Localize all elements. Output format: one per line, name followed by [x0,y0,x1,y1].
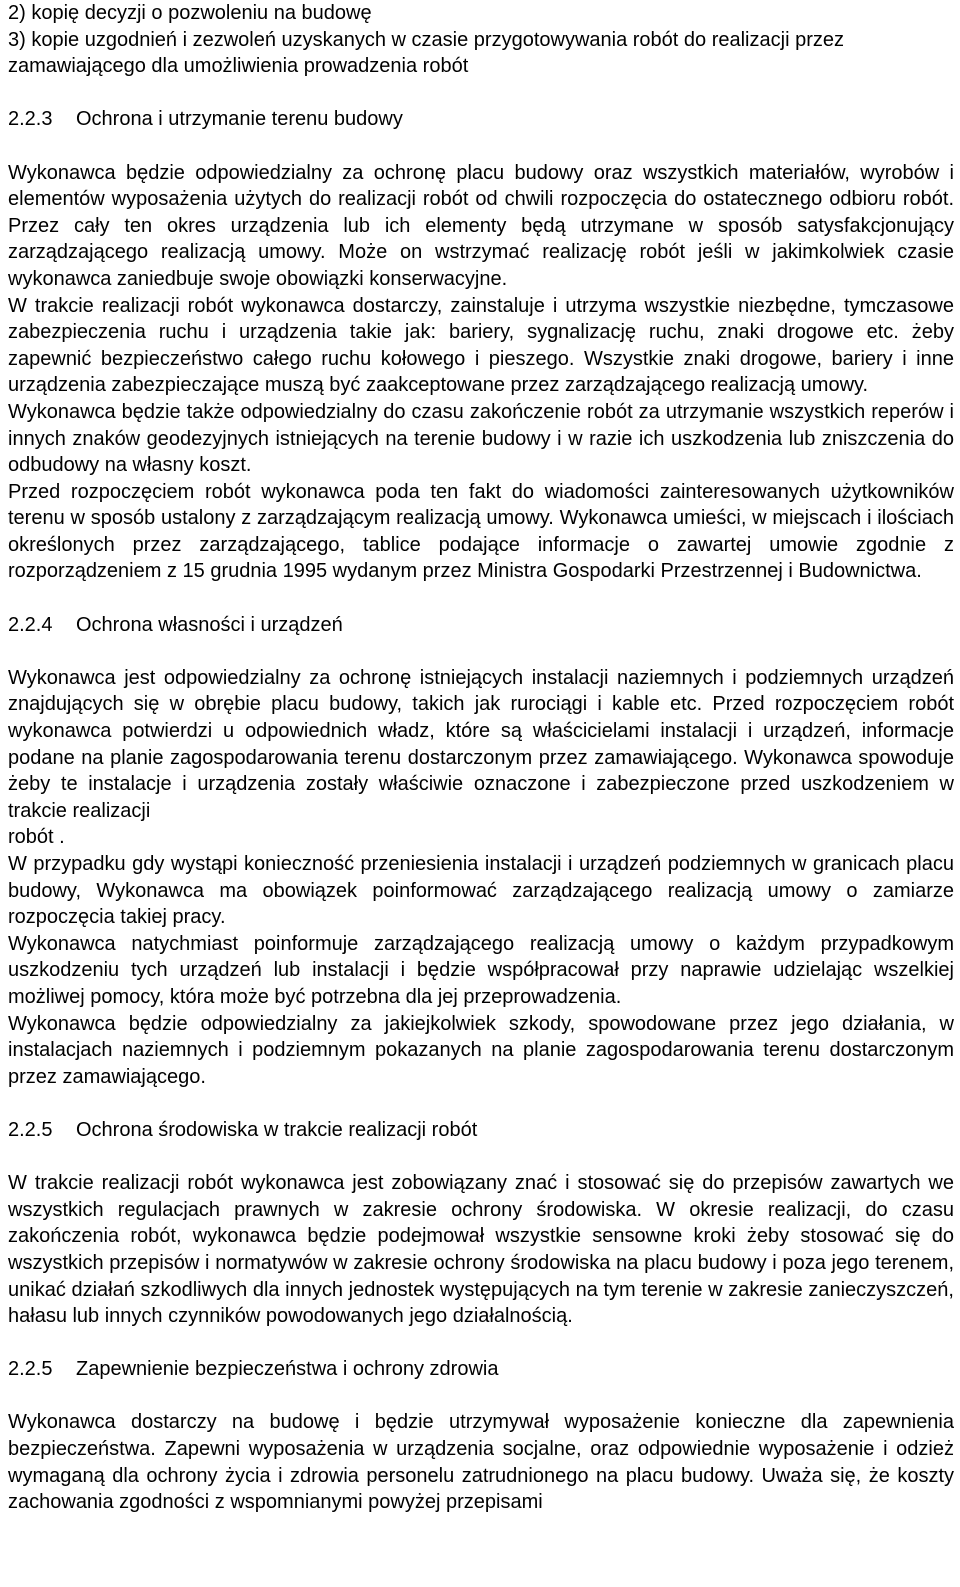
paragraph: W przypadku gdy wystąpi konieczność przeniesienia instalacji i urządzeń podziemnych w granicach placu budowy, Wykonawca ma obowiązek poinformować zarządzającego realizacją umowy o zamiarze rozpoczęcia takiej pracy. [8,853,954,929]
section-title: Ochrona środowiska w trakcie realizacji robót [76,1118,478,1141]
section-number: 2.2.5 [8,1118,53,1141]
section-title: Ochrona własności i urządzeń [76,613,343,636]
paragraph: Przed rozpoczęciem robót wykonawca poda ten fakt do wiadomości zainteresowanych użytkowników terenu w sposób ustalony z zarządzającym realizacją umowy. Wykonawca umieści, w miejscach i ilościach określonych przez zarządzającego, tablice podające informacje o zawartej umowie zgodnie z rozporządzeniem z 15 grudnia 1995 wydanym przez Ministra Gospodarki Przestrzennej i Budownictwa. [8,480,954,583]
section-number: 2.2.3 [8,108,53,131]
paragraph: Wykonawca natychmiast poinformuje zarządzającego realizacją umowy o każdym przypadkowym uszkodzeniu tych urządzeń lub instalacji i będzie współpracował przy naprawie udzielając wszelkiej możliwej pomocy, która może być potrzebna dla jej przeprowadzenia. [8,932,954,1008]
section-2-2-4 [8,612,954,1091]
section-heading [8,612,954,639]
paragraph: W trakcie realizacji robót wykonawca jest zobowiązany znać i stosować się do przepisów zawartych we wszystkich regulacjach prawnych w zakresie ochrony środowiska. W okresie realizacji, do czasu zakończenia robót, wykonawca będzie podejmował wszystkie sensowne kroki żeby stosować się do wszystkich przepisów i normatywów w zakresie ochrony środowiska na placu budowy i poza jego terenem, unikać działań szkodliwych dla innych jednostek występujących na tym terenie w zakresie zanieczyszczeń, hałasu lub innych czynników powodowanych jego działalnością. [8,1172,954,1328]
paragraph: Wykonawca będzie odpowiedzialny za jakiejkolwiek szkody, spowodowane przez jego działania, w instalacjach naziemnych i podziemnym pokazanych na planie zagospodarowania terenu dostarczonym przez zamawiającego. [8,1012,954,1088]
list-item: zamawiającego dla umożliwienia prowadzenia robót [8,55,469,78]
section-title: Ochrona i utrzymanie terenu budowy [76,108,403,131]
section-heading [8,106,954,133]
paragraph: robót . [8,826,65,849]
section-title: Zapewnienie bezpieczeństwa i ochrony zdrowia [76,1358,499,1381]
section-heading [8,1117,954,1144]
paragraph: Wykonawca będzie także odpowiedzialny do czasu zakończenie robót za utrzymanie wszystkich reperów i innych znaków geodezyjnych istniejących na terenie budowy i w razie ich uszkodzenia lub zniszczenia do odbudowy na własny koszt. [8,400,954,477]
paragraph: Wykonawca będzie odpowiedzialny za ochronę placu budowy oraz wszystkich materiałów, wyrobów i elementów wyposażenia użytych do realizacji robót od chwili rozpoczęcia do ostatecznego odbioru robót. Przez cały ten okres urządzenia lub ich elementy będą utrzymane w sposób satysfakcjonujący zarządzającego realizacją umowy. Może on wstrzymać realizację robót jeśli w jakimkolwiek czasie wykonawca zaniedbuje swoje obowiązki konserwacyjne. [8,161,954,290]
section-2-2-3 [8,106,954,585]
paragraph: Wykonawca jest odpowiedzialny za ochronę istniejących instalacji naziemnych i podziemnych urządzeń znajdujących się w obrębie placu budowy, takich jak rurociągi i kable etc. Przed rozpoczęciem robót wykonawca potwierdzi u odpowiednich władz, które są właścicielami instalacji i urządzeń, informacje podane na planie zagospodarowania terenu dostarczonym przez zamawiającego. Wykonawca spowoduje żeby te instalacje i urządzenia zostały właściwie oznaczone i zabezpieczone przed uszkodzeniem w trakcie realizacji [8,666,954,822]
section-number: 2.2.4 [8,613,53,636]
intro-list [8,0,954,80]
section-heading [8,1356,954,1383]
document-page [8,0,954,1516]
section-2-2-5-safety [8,1356,954,1516]
list-item: 2) kopię decyzji o pozwoleniu na budowę [8,2,372,24]
paragraph: W trakcie realizacji robót wykonawca dostarczy, zainstaluje i utrzyma wszystkie niezbędne, tymczasowe zabezpieczenia ruchu i urządzenia takie jak: bariery, sygnalizację ruchu, znaki drogowe etc. żeby zapewnić bezpieczeństwo całego ruchu kołowego i pieszego. Wszystkie znaki drogowe, bariery i inne urządzenia zabezpieczające muszą być zaakceptowane przez zarządzającego realizacją umowy. [8,294,954,397]
section-2-2-5-environment [8,1117,954,1330]
paragraph: Wykonawca dostarczy na budowę i będzie utrzymywał wyposażenie konieczne dla zapewnienia bezpieczeństwa. Zapewni wyposażenia w urządzenia socjalne, oraz odpowiednie wyposażenie i odzież wymaganą dla ochrony życia i zdrowia personelu zatrudnionego na placu budowy. Uważa się, że koszty zachowania zgodności z wspomnianymi powyżej przepisami [8,1411,954,1514]
section-number: 2.2.5 [8,1358,53,1381]
list-item: 3) kopie uzgodnień i zezwoleń uzyskanych w czasie przygotowywania robót do realizacji przez [8,28,844,51]
